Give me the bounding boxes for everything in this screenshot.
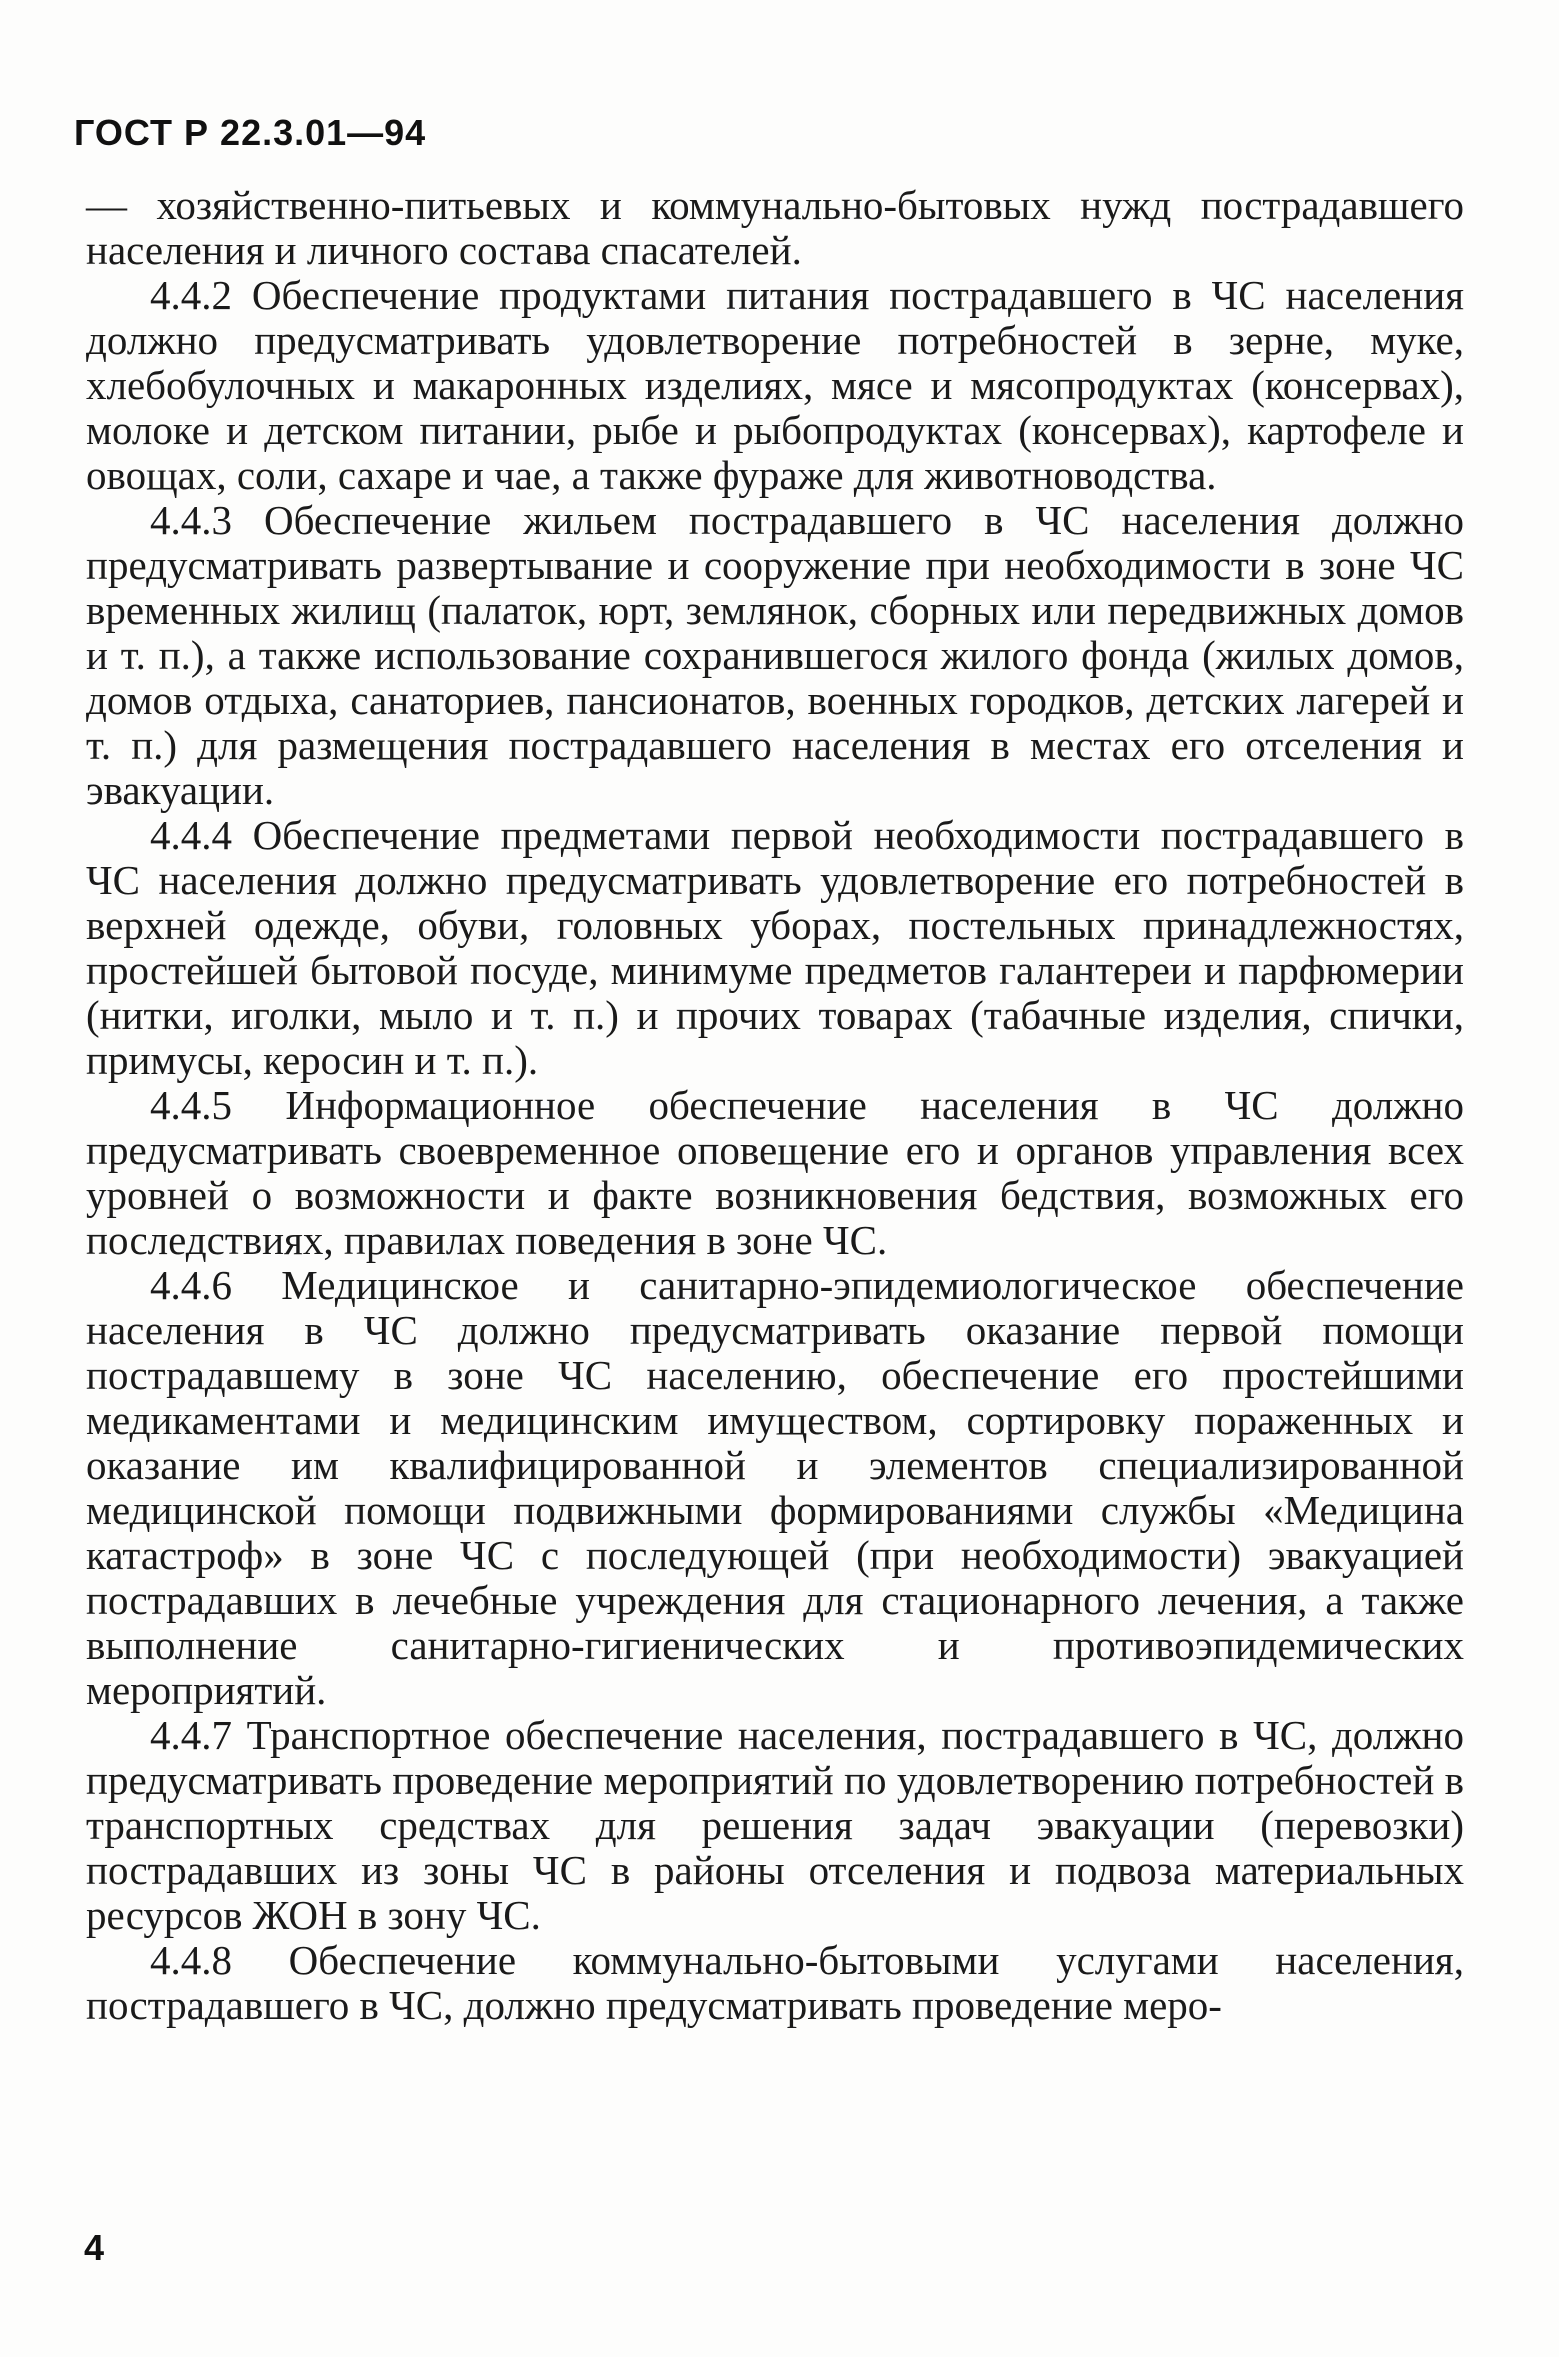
paragraph-4-4-6: 4.4.6 Медицинское и санитарно-эпидемиологическое обеспечение населения в ЧС должно предусматривать оказание первой помощи пострадавшему в зоне ЧС населению, обеспечение его простейшими медикаментами и медицинским имуществом, сортировку пораженных и оказание им квалифицированной и элементов специализированной медицинской помощи подвижными формированиями службы «Медицина катастроф» в зоне ЧС с последующей (при необходимости) эвакуацией пострадавших в лечебные учреждения для стационарного лечения, а также выполнение санитарно-гигиенических и противоэпидемических мероприятий. bbox=[86, 1262, 1464, 1713]
paragraph-4-4-8: 4.4.8 Обеспечение коммунально-бытовыми услугами населения, пострадавшего в ЧС, должно предусматривать проведение меро- bbox=[86, 1937, 1464, 2028]
page-number: 4 bbox=[84, 2227, 105, 2268]
paragraph-4-4-7: 4.4.7 Транспортное обеспечение населения, пострадавшего в ЧС, должно предусматривать проведение мероприятий по удовлетворению потребностей в транспортных средствах для решения задач эвакуации (перевозки) пострадавших из зоны ЧС в районы отселения и подвоза материальных ресурсов ЖОН в зону ЧС. bbox=[86, 1712, 1464, 1938]
paragraph-4-4-3: 4.4.3 Обеспечение жильем пострадавшего в ЧС населения должно предусматривать развертывание и сооружение при необходимости в зоне ЧС временных жилищ (палаток, юрт, землянок, сборных или передвижных домов и т. п.), а также использование сохранившегося жилого фонда (жилых домов, домов отдыха, санаториев, пансионатов, военных городков, детских лагерей и т. п.) для размещения пострадавшего населения в местах его отселения и эвакуации. bbox=[86, 497, 1464, 813]
paragraph-4-4-5: 4.4.5 Информационное обеспечение населения в ЧС должно предусматривать своевременное оповещение его и органов управления всех уровней о возможности и факте возникновения бедствия, возможных его последствиях, правилах поведения в зоне ЧС. bbox=[86, 1082, 1464, 1263]
document-header: ГОСТ Р 22.3.01—94 bbox=[74, 112, 427, 153]
paragraph-4-4-2: 4.4.2 Обеспечение продуктами питания пострадавшего в ЧС населения должно предусматривать удовлетворение потребностей в зерне, муке, хлебобулочных и макаронных изделиях, мясе и мясопродуктах (консервах), молоке и детском питании, рыбе и рыбопродуктах (консервах), картофеле и овощах, соли, сахаре и чае, а также фураже для животноводства. bbox=[86, 272, 1464, 498]
paragraph-4-4-4: 4.4.4 Обеспечение предметами первой необходимости пострадавшего в ЧС населения должно предусматривать удовлетворение его потребностей в верхней одежде, обуви, головных уборах, постельных принадлежностях, простейшей бытовой посуде, минимуме предметов галантереи и парфюмерии (нитки, иголки, мыло и т. п.) и прочих товарах (табачные изделия, спички, примусы, керосин и т. п.). bbox=[86, 812, 1464, 1083]
document-body bbox=[86, 183, 1464, 2028]
paragraph-continuation: — хозяйственно-питьевых и коммунально-бытовых нужд пострадавшего населения и личного состава спасателей. bbox=[86, 182, 1464, 273]
